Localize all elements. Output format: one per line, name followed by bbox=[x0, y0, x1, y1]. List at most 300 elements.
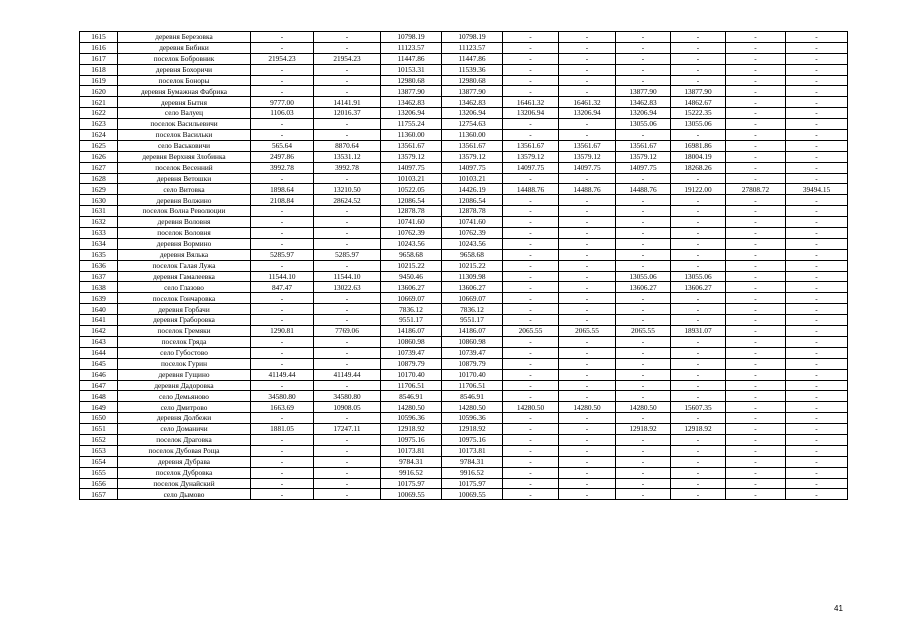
value-cell: - bbox=[786, 173, 848, 184]
settlement-name-cell: поселок Дубовая Роща bbox=[118, 445, 251, 456]
value-cell: - bbox=[559, 282, 616, 293]
value-cell: 10975.16 bbox=[442, 434, 503, 445]
value-cell: - bbox=[314, 75, 381, 86]
value-cell: - bbox=[726, 369, 786, 380]
value-cell: - bbox=[786, 151, 848, 162]
row-number-cell: 1638 bbox=[80, 282, 118, 293]
row-number-cell: 1632 bbox=[80, 217, 118, 228]
value-cell: - bbox=[726, 64, 786, 75]
value-cell: 2065.55 bbox=[616, 326, 671, 337]
value-cell: - bbox=[616, 391, 671, 402]
value-cell: 13561.67 bbox=[559, 140, 616, 151]
settlement-name-cell: поселок Гончаровка bbox=[118, 293, 251, 304]
value-cell: 10243.56 bbox=[381, 238, 442, 249]
value-cell: - bbox=[726, 424, 786, 435]
value-cell: - bbox=[616, 130, 671, 141]
value-cell: 2497.86 bbox=[251, 151, 314, 162]
value-cell: - bbox=[314, 293, 381, 304]
value-cell: - bbox=[503, 478, 559, 489]
value-cell: - bbox=[786, 326, 848, 337]
value-cell: - bbox=[251, 130, 314, 141]
value-cell: 10975.16 bbox=[381, 434, 442, 445]
settlement-name-cell: село Демьяново bbox=[118, 391, 251, 402]
value-cell: - bbox=[616, 478, 671, 489]
value-cell: - bbox=[786, 42, 848, 53]
value-cell: 10669.07 bbox=[381, 293, 442, 304]
value-cell: 10860.98 bbox=[442, 336, 503, 347]
value-cell: - bbox=[726, 32, 786, 43]
value-cell: 14488.76 bbox=[503, 184, 559, 195]
value-cell: - bbox=[786, 108, 848, 119]
value-cell: - bbox=[616, 206, 671, 217]
value-cell: - bbox=[314, 64, 381, 75]
value-cell: 13606.27 bbox=[442, 282, 503, 293]
value-cell: - bbox=[559, 434, 616, 445]
value-cell: - bbox=[616, 228, 671, 239]
value-cell: - bbox=[671, 380, 726, 391]
table-row bbox=[80, 151, 848, 162]
value-cell: - bbox=[786, 119, 848, 130]
value-cell: - bbox=[726, 260, 786, 271]
value-cell: - bbox=[786, 434, 848, 445]
value-cell: - bbox=[314, 238, 381, 249]
value-cell: 12878.78 bbox=[442, 206, 503, 217]
value-cell: - bbox=[786, 467, 848, 478]
row-number-cell: 1635 bbox=[80, 249, 118, 260]
value-cell: - bbox=[671, 130, 726, 141]
settlement-name-cell: деревня Бохоричи bbox=[118, 64, 251, 75]
value-cell: - bbox=[559, 358, 616, 369]
value-cell: 2065.55 bbox=[503, 326, 559, 337]
table-row bbox=[80, 402, 848, 413]
value-cell: - bbox=[559, 249, 616, 260]
value-cell: - bbox=[314, 467, 381, 478]
value-cell: - bbox=[314, 315, 381, 326]
value-cell: - bbox=[671, 195, 726, 206]
value-cell: - bbox=[503, 336, 559, 347]
value-cell: 5285.97 bbox=[314, 249, 381, 260]
value-cell: 3992.78 bbox=[314, 162, 381, 173]
table-row bbox=[80, 489, 848, 500]
row-number-cell: 1617 bbox=[80, 53, 118, 64]
value-cell: - bbox=[314, 336, 381, 347]
value-cell: 11447.86 bbox=[442, 53, 503, 64]
page-number: 41 bbox=[834, 604, 843, 613]
value-cell: - bbox=[726, 336, 786, 347]
value-cell: 17247.11 bbox=[314, 424, 381, 435]
value-cell: - bbox=[726, 380, 786, 391]
value-cell: - bbox=[503, 228, 559, 239]
table-row bbox=[80, 140, 848, 151]
row-number-cell: 1652 bbox=[80, 434, 118, 445]
value-cell: 10175.97 bbox=[381, 478, 442, 489]
value-cell: - bbox=[503, 304, 559, 315]
value-cell: - bbox=[559, 173, 616, 184]
value-cell: - bbox=[616, 238, 671, 249]
value-cell: 7836.12 bbox=[381, 304, 442, 315]
value-cell: - bbox=[559, 467, 616, 478]
value-cell: - bbox=[559, 53, 616, 64]
value-cell: - bbox=[671, 249, 726, 260]
settlement-name-cell: село Глазово bbox=[118, 282, 251, 293]
table-row bbox=[80, 271, 848, 282]
table-row bbox=[80, 32, 848, 43]
value-cell: - bbox=[251, 119, 314, 130]
value-cell: 14097.75 bbox=[442, 162, 503, 173]
value-cell: 13206.94 bbox=[559, 108, 616, 119]
value-cell: - bbox=[616, 413, 671, 424]
settlement-name-cell: деревня Горбачи bbox=[118, 304, 251, 315]
value-cell: - bbox=[559, 380, 616, 391]
value-cell: - bbox=[726, 119, 786, 130]
value-cell: 2108.84 bbox=[251, 195, 314, 206]
value-cell: 13462.83 bbox=[381, 97, 442, 108]
value-cell: - bbox=[503, 75, 559, 86]
value-cell: - bbox=[503, 456, 559, 467]
value-cell: 13022.63 bbox=[314, 282, 381, 293]
value-cell: - bbox=[786, 282, 848, 293]
value-cell: - bbox=[671, 260, 726, 271]
value-cell: - bbox=[726, 456, 786, 467]
value-cell: - bbox=[503, 271, 559, 282]
value-cell: - bbox=[314, 42, 381, 53]
value-cell: - bbox=[314, 413, 381, 424]
value-cell: - bbox=[786, 478, 848, 489]
value-cell: - bbox=[559, 315, 616, 326]
value-cell: - bbox=[786, 64, 848, 75]
value-cell: 10739.47 bbox=[381, 347, 442, 358]
row-number-cell: 1644 bbox=[80, 347, 118, 358]
value-cell: 14280.50 bbox=[616, 402, 671, 413]
value-cell: - bbox=[786, 260, 848, 271]
value-cell: 14097.75 bbox=[381, 162, 442, 173]
value-cell: - bbox=[559, 424, 616, 435]
value-cell: 21954.23 bbox=[314, 53, 381, 64]
table-row bbox=[80, 424, 848, 435]
table-row bbox=[80, 413, 848, 424]
value-cell: - bbox=[726, 53, 786, 64]
value-cell: - bbox=[251, 64, 314, 75]
value-cell: 14186.07 bbox=[381, 326, 442, 337]
row-number-cell: 1642 bbox=[80, 326, 118, 337]
value-cell: - bbox=[314, 228, 381, 239]
value-cell: 13579.12 bbox=[559, 151, 616, 162]
value-cell: 12086.54 bbox=[442, 195, 503, 206]
value-cell: - bbox=[726, 358, 786, 369]
row-number-cell: 1622 bbox=[80, 108, 118, 119]
value-cell: 13055.06 bbox=[616, 271, 671, 282]
value-cell: - bbox=[726, 97, 786, 108]
value-cell: 41149.44 bbox=[314, 369, 381, 380]
table-row bbox=[80, 86, 848, 97]
value-cell: - bbox=[726, 315, 786, 326]
value-cell: 12878.78 bbox=[381, 206, 442, 217]
value-cell: - bbox=[616, 369, 671, 380]
value-cell: - bbox=[726, 162, 786, 173]
value-cell: - bbox=[616, 75, 671, 86]
row-number-cell: 1655 bbox=[80, 467, 118, 478]
table-body bbox=[80, 32, 848, 500]
value-cell: - bbox=[786, 86, 848, 97]
value-cell: 28624.52 bbox=[314, 195, 381, 206]
value-cell: - bbox=[786, 97, 848, 108]
value-cell: - bbox=[251, 445, 314, 456]
value-cell: - bbox=[786, 358, 848, 369]
table-row bbox=[80, 478, 848, 489]
value-cell: - bbox=[671, 445, 726, 456]
table-row bbox=[80, 315, 848, 326]
value-cell: 10860.98 bbox=[381, 336, 442, 347]
value-cell: 13531.12 bbox=[314, 151, 381, 162]
value-cell: 10522.05 bbox=[381, 184, 442, 195]
value-cell: 12918.92 bbox=[616, 424, 671, 435]
value-cell: 2065.55 bbox=[559, 326, 616, 337]
settlement-name-cell: деревня Волжино bbox=[118, 195, 251, 206]
value-cell: 13462.83 bbox=[616, 97, 671, 108]
value-cell: - bbox=[786, 347, 848, 358]
value-cell: 13206.94 bbox=[503, 108, 559, 119]
value-cell: 14141.91 bbox=[314, 97, 381, 108]
value-cell: - bbox=[559, 75, 616, 86]
value-cell: 12918.92 bbox=[381, 424, 442, 435]
value-cell: - bbox=[503, 380, 559, 391]
value-cell: - bbox=[726, 238, 786, 249]
value-cell: 13606.27 bbox=[671, 282, 726, 293]
value-cell: - bbox=[616, 53, 671, 64]
value-cell: 11544.10 bbox=[314, 271, 381, 282]
value-cell: - bbox=[671, 369, 726, 380]
value-cell: 13561.67 bbox=[442, 140, 503, 151]
value-cell: 13877.90 bbox=[616, 86, 671, 97]
table-row bbox=[80, 282, 848, 293]
value-cell: - bbox=[671, 315, 726, 326]
value-cell: - bbox=[251, 206, 314, 217]
value-cell: 11706.51 bbox=[442, 380, 503, 391]
value-cell: - bbox=[251, 489, 314, 500]
settlement-name-cell: деревня Долбежи bbox=[118, 413, 251, 424]
row-number-cell: 1656 bbox=[80, 478, 118, 489]
value-cell: 10798.19 bbox=[381, 32, 442, 43]
value-cell: - bbox=[503, 358, 559, 369]
value-cell: - bbox=[616, 304, 671, 315]
value-cell: 14426.19 bbox=[442, 184, 503, 195]
settlement-name-cell: поселок Дунайский bbox=[118, 478, 251, 489]
value-cell: - bbox=[616, 195, 671, 206]
row-number-cell: 1620 bbox=[80, 86, 118, 97]
value-cell: 10879.79 bbox=[442, 358, 503, 369]
value-cell: 10908.05 bbox=[314, 402, 381, 413]
value-cell: - bbox=[726, 413, 786, 424]
value-cell: 13579.12 bbox=[503, 151, 559, 162]
value-cell: - bbox=[503, 119, 559, 130]
row-number-cell: 1651 bbox=[80, 424, 118, 435]
value-cell: - bbox=[559, 413, 616, 424]
value-cell: - bbox=[671, 304, 726, 315]
value-cell: 12086.54 bbox=[381, 195, 442, 206]
value-cell: 10170.40 bbox=[442, 369, 503, 380]
value-cell: - bbox=[726, 391, 786, 402]
value-cell: - bbox=[559, 119, 616, 130]
value-cell: - bbox=[251, 260, 314, 271]
value-cell: 13206.94 bbox=[616, 108, 671, 119]
value-cell: 1663.69 bbox=[251, 402, 314, 413]
settlement-name-cell: поселок Боноры bbox=[118, 75, 251, 86]
value-cell: 14280.50 bbox=[503, 402, 559, 413]
settlement-name-cell: село Губостово bbox=[118, 347, 251, 358]
value-cell: - bbox=[786, 304, 848, 315]
settlement-name-cell: село Дмитрово bbox=[118, 402, 251, 413]
value-cell: 16461.32 bbox=[559, 97, 616, 108]
value-cell: 10596.36 bbox=[381, 413, 442, 424]
value-cell: - bbox=[503, 489, 559, 500]
row-number-cell: 1645 bbox=[80, 358, 118, 369]
value-cell: - bbox=[314, 304, 381, 315]
row-number-cell: 1615 bbox=[80, 32, 118, 43]
value-cell: - bbox=[503, 315, 559, 326]
row-number-cell: 1628 bbox=[80, 173, 118, 184]
row-number-cell: 1653 bbox=[80, 445, 118, 456]
value-cell: - bbox=[314, 260, 381, 271]
value-cell: - bbox=[671, 434, 726, 445]
value-cell: 39494.15 bbox=[786, 184, 848, 195]
table-row bbox=[80, 75, 848, 86]
settlement-name-cell: поселок Васильевичи bbox=[118, 119, 251, 130]
value-cell: 1106.03 bbox=[251, 108, 314, 119]
value-cell: - bbox=[786, 402, 848, 413]
value-cell: - bbox=[726, 249, 786, 260]
table-row bbox=[80, 391, 848, 402]
value-cell: - bbox=[786, 195, 848, 206]
value-cell: 13877.90 bbox=[671, 86, 726, 97]
table-row bbox=[80, 380, 848, 391]
value-cell: - bbox=[726, 445, 786, 456]
value-cell: - bbox=[616, 489, 671, 500]
value-cell: - bbox=[671, 336, 726, 347]
row-number-cell: 1637 bbox=[80, 271, 118, 282]
value-cell: - bbox=[671, 75, 726, 86]
value-cell: - bbox=[786, 391, 848, 402]
value-cell: - bbox=[314, 478, 381, 489]
table-row bbox=[80, 445, 848, 456]
value-cell: 9784.31 bbox=[442, 456, 503, 467]
value-cell: - bbox=[251, 413, 314, 424]
table-row bbox=[80, 467, 848, 478]
value-cell: - bbox=[559, 271, 616, 282]
value-cell: 11539.36 bbox=[442, 64, 503, 75]
value-cell: 14097.75 bbox=[616, 162, 671, 173]
value-cell: 12980.68 bbox=[442, 75, 503, 86]
table-row bbox=[80, 336, 848, 347]
row-number-cell: 1616 bbox=[80, 42, 118, 53]
value-cell: - bbox=[786, 456, 848, 467]
value-cell: - bbox=[786, 336, 848, 347]
row-number-cell: 1647 bbox=[80, 380, 118, 391]
value-cell: - bbox=[503, 260, 559, 271]
value-cell: - bbox=[559, 260, 616, 271]
value-cell: 15222.35 bbox=[671, 108, 726, 119]
value-cell: - bbox=[786, 162, 848, 173]
value-cell: 13579.12 bbox=[616, 151, 671, 162]
value-cell: - bbox=[314, 347, 381, 358]
settlement-name-cell: поселок Галая Лужа bbox=[118, 260, 251, 271]
settlement-name-cell: деревня Граборовка bbox=[118, 315, 251, 326]
value-cell: - bbox=[559, 130, 616, 141]
value-cell: - bbox=[726, 271, 786, 282]
value-cell: - bbox=[726, 347, 786, 358]
value-cell: - bbox=[251, 86, 314, 97]
value-cell: - bbox=[726, 130, 786, 141]
value-cell: 8870.64 bbox=[314, 140, 381, 151]
settlement-name-cell: деревня Бибики bbox=[118, 42, 251, 53]
value-cell: 41149.44 bbox=[251, 369, 314, 380]
value-cell: 11447.86 bbox=[381, 53, 442, 64]
value-cell: - bbox=[671, 238, 726, 249]
settlement-name-cell: деревня Воловня bbox=[118, 217, 251, 228]
value-cell: - bbox=[671, 358, 726, 369]
value-cell: - bbox=[786, 271, 848, 282]
settlement-name-cell: деревня Гущино bbox=[118, 369, 251, 380]
value-cell: - bbox=[786, 32, 848, 43]
value-cell: - bbox=[251, 238, 314, 249]
value-cell: - bbox=[251, 228, 314, 239]
value-cell: - bbox=[726, 467, 786, 478]
value-cell: - bbox=[503, 53, 559, 64]
value-cell: 10175.97 bbox=[442, 478, 503, 489]
value-cell: 14280.50 bbox=[559, 402, 616, 413]
value-cell: 13462.83 bbox=[442, 97, 503, 108]
value-cell: - bbox=[251, 304, 314, 315]
value-cell: 10069.55 bbox=[442, 489, 503, 500]
value-cell: 9551.17 bbox=[442, 315, 503, 326]
table-row bbox=[80, 162, 848, 173]
table-row bbox=[80, 108, 848, 119]
value-cell: - bbox=[616, 260, 671, 271]
value-cell: - bbox=[786, 315, 848, 326]
value-cell: - bbox=[559, 195, 616, 206]
value-cell: 10069.55 bbox=[381, 489, 442, 500]
value-cell: - bbox=[251, 347, 314, 358]
value-cell: - bbox=[503, 445, 559, 456]
value-cell: - bbox=[616, 445, 671, 456]
value-cell: - bbox=[503, 391, 559, 402]
value-cell: - bbox=[786, 445, 848, 456]
row-number-cell: 1618 bbox=[80, 64, 118, 75]
value-cell: - bbox=[671, 64, 726, 75]
value-cell: 21954.23 bbox=[251, 53, 314, 64]
value-cell: - bbox=[726, 108, 786, 119]
value-cell: 9916.52 bbox=[442, 467, 503, 478]
value-cell: 10879.79 bbox=[381, 358, 442, 369]
value-cell: - bbox=[251, 217, 314, 228]
value-cell: - bbox=[314, 86, 381, 97]
value-cell: 13055.06 bbox=[616, 119, 671, 130]
value-cell: 1898.64 bbox=[251, 184, 314, 195]
value-cell: - bbox=[726, 86, 786, 97]
row-number-cell: 1630 bbox=[80, 195, 118, 206]
value-cell: 14280.50 bbox=[381, 402, 442, 413]
value-cell: 10596.36 bbox=[442, 413, 503, 424]
value-cell: - bbox=[314, 130, 381, 141]
value-cell: 10739.47 bbox=[442, 347, 503, 358]
value-cell: - bbox=[503, 347, 559, 358]
value-cell: 7769.06 bbox=[314, 326, 381, 337]
value-cell: - bbox=[314, 217, 381, 228]
value-cell: - bbox=[726, 42, 786, 53]
value-cell: 10173.81 bbox=[381, 445, 442, 456]
value-cell: - bbox=[616, 358, 671, 369]
table-row bbox=[80, 260, 848, 271]
value-cell: - bbox=[786, 249, 848, 260]
